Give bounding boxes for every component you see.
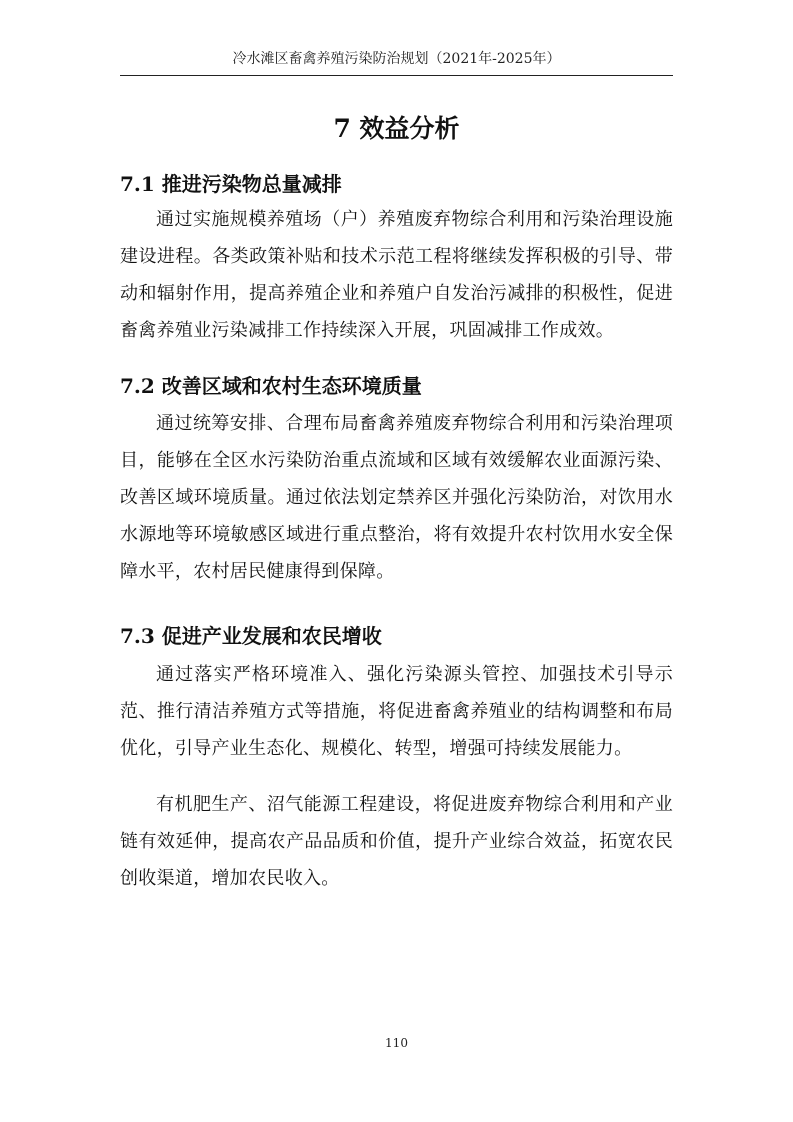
- running-header: 冷水滩区畜禽养殖污染防治规划（2021年-2025年）: [232, 51, 561, 67]
- section-heading-7-2: 7.2 改善区域和农村生态环境质量: [120, 374, 422, 398]
- chapter-title: 7 效益分析: [333, 114, 460, 143]
- section-7-1-paragraph: 通过实施规模养殖场（户）养殖废弃物综合利用和污染治理设施建设进程。各类政策补贴和技术示范工程将继续发挥积极的引导、带动和辐射作用，提高养殖企业和养殖户自发治污减排的积极性，促进畜禽养殖业污染减排工作持续深入开展，巩固减排工作成效。: [120, 209, 673, 341]
- section-7-3-paragraph-1: 通过落实严格环境准入、强化污染源头管控、加强技术引导示范、推行清洁养殖方式等措施，将促进畜禽养殖业的结构调整和布局优化，引导产业生态化、规模化、转型，增强可持续发展能力。: [120, 664, 673, 759]
- section-7-2-paragraph: 通过统筹安排、合理布局畜禽养殖废弃物综合利用和污染治理项目，能够在全区水污染防治重点流域和区域有效缓解农业面源污染、改善区域环境质量。通过依法划定禁养区并强化污染防治，对饮用水水源地等环境敏感区域进行重点整治，将有效提升农村饮用水安全保障水平，农村居民健康得到保障。: [120, 413, 673, 582]
- section-7-3-paragraph-2: 有机肥生产、沼气能源工程建设，将促进废弃物综合利用和产业链有效延伸，提高农产品品质和价值，提升产业综合效益，拓宽农民创收渠道，增加农民收入。: [120, 794, 673, 889]
- section-heading-7-1: 7.1 推进污染物总量减排: [120, 172, 342, 196]
- page-number: 110: [385, 1036, 408, 1050]
- header-divider: [120, 75, 673, 76]
- section-heading-7-3: 7.3 促进产业发展和农民增收: [120, 624, 382, 648]
